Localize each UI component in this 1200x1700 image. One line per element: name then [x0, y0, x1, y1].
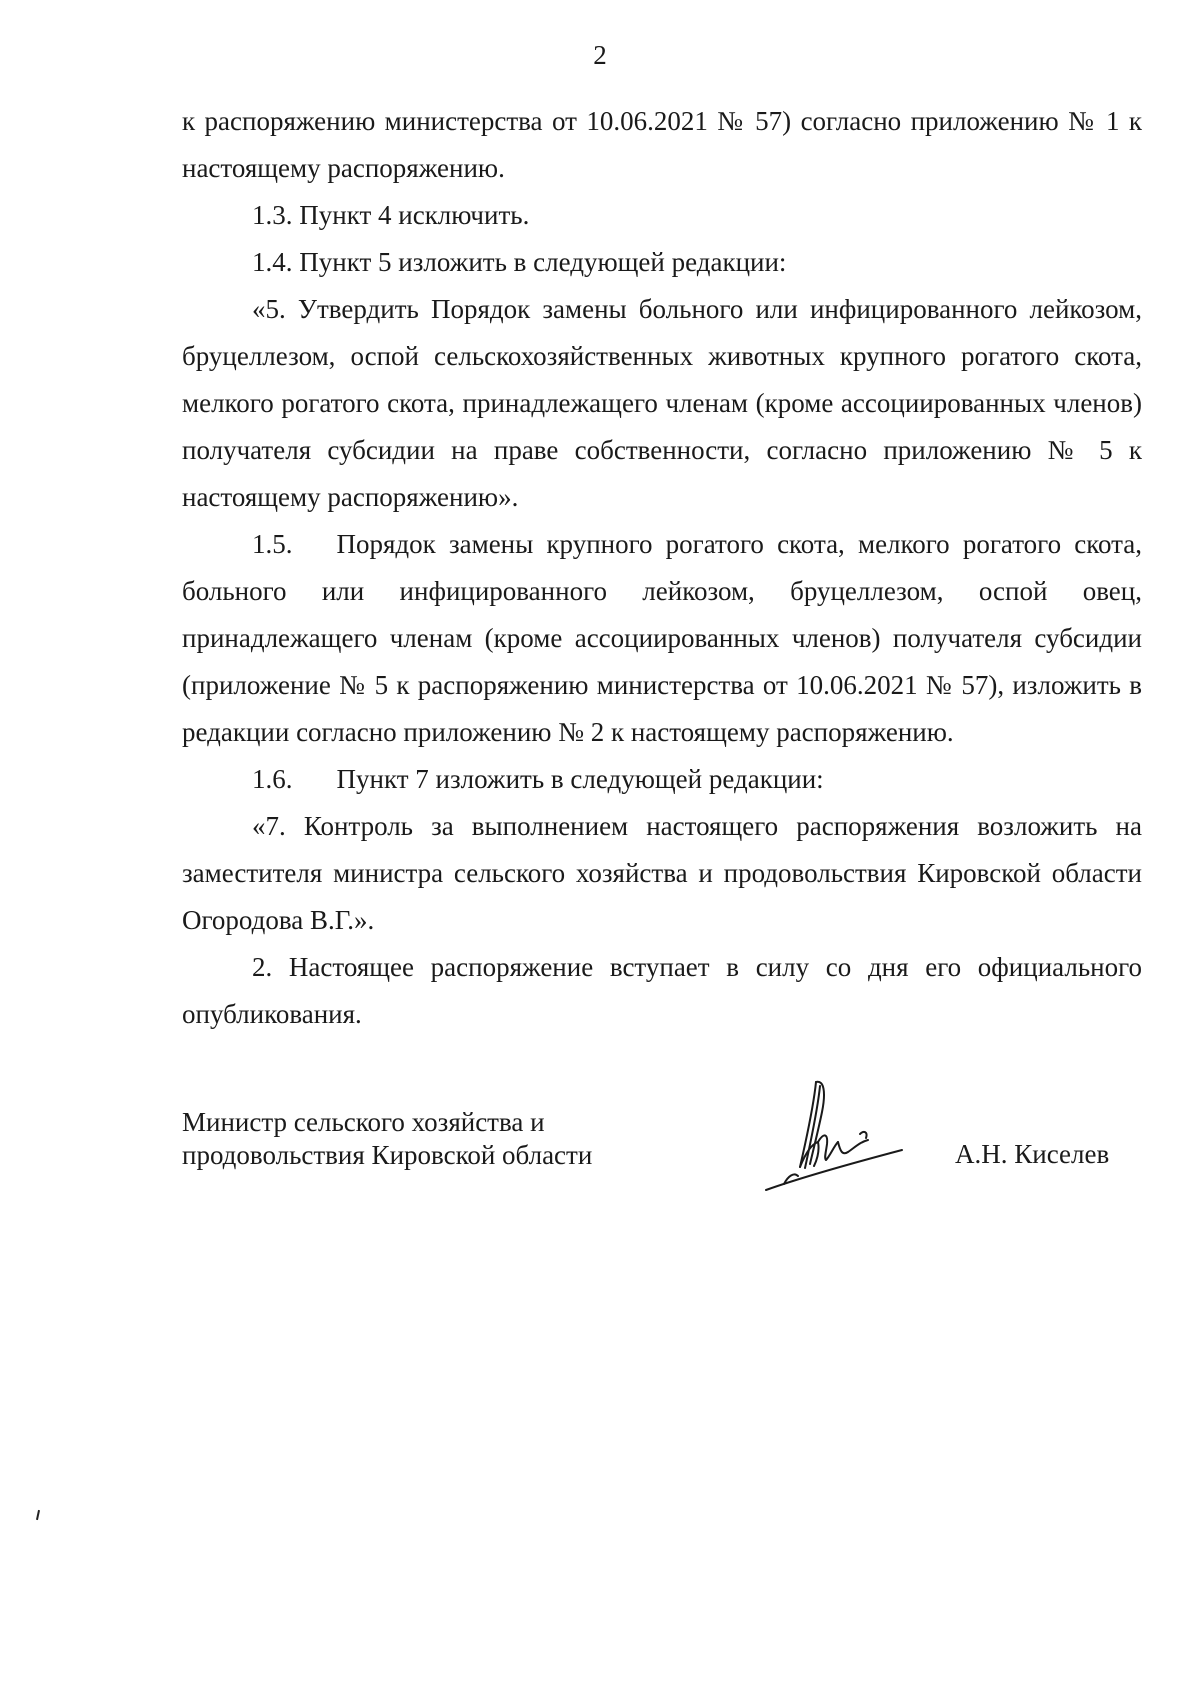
- document-body: [182, 98, 1142, 1038]
- paragraph-1-4: 1.4. Пункт 5 изложить в следующей редакции:: [252, 247, 787, 277]
- paragraph-1-5-number: 1.5.: [252, 529, 293, 559]
- paragraph-1-5-text: Порядок замены крупного рогатого скота, мелкого рогатого скота, больного или инфицированного лейкозом, бруцеллезом, оспой овец, принадлежащего членам (кроме ассоциированных членов) получателя субсидии (приложение № 5 к распоряжению министерства от 10.06.2021 № 57), изложить в редакции согласно приложению № 2 к настоящему распоряжению.: [182, 529, 1142, 747]
- paragraph-1-6: [182, 756, 1142, 803]
- paragraph-continuation: к распоряжению министерства от 10.06.2021 № 57) согласно приложению № 1 к настоящему распоряжению.: [182, 106, 1142, 183]
- scan-artifact: [36, 1510, 40, 1520]
- paragraph-item-5-text: «5. Утвердить Порядок замены больного или инфицированного лейкозом, бруцеллезом, оспой сельскохозяйственных животных крупного рогатого скота, мелкого рогатого скота, принадлежащего членам (кроме ассоциированных членов) получателя субсидии на праве собственности, согласно приложению № 5 к настоящему распоряжению».: [182, 294, 1142, 512]
- paragraph-1-5: [182, 521, 1142, 756]
- paragraph-1-6-text: Пункт 7 изложить в следующей редакции:: [336, 764, 824, 794]
- page-number: 2: [593, 40, 607, 70]
- paragraph-1-6-number: 1.6.: [252, 764, 293, 794]
- paragraph-1-3: 1.3. Пункт 4 исключить.: [252, 200, 530, 230]
- paragraph-2: 2. Настоящее распоряжение вступает в силу со дня его официального опубликования.: [182, 952, 1142, 1029]
- signer-title-line-2: продовольствия Кировской области: [182, 1140, 593, 1170]
- handwritten-signature: [764, 1072, 904, 1192]
- signer-title: [182, 1106, 592, 1172]
- signer-name: А.Н. Киселев: [955, 1139, 1110, 1169]
- signer-title-line-1: Министр сельского хозяйства и: [182, 1107, 545, 1137]
- paragraph-item-7-text: «7. Контроль за выполнением настоящего распоряжения возложить на заместителя министра сельского хозяйства и продовольствия Кировской области Огородова В.Г.».: [182, 811, 1142, 935]
